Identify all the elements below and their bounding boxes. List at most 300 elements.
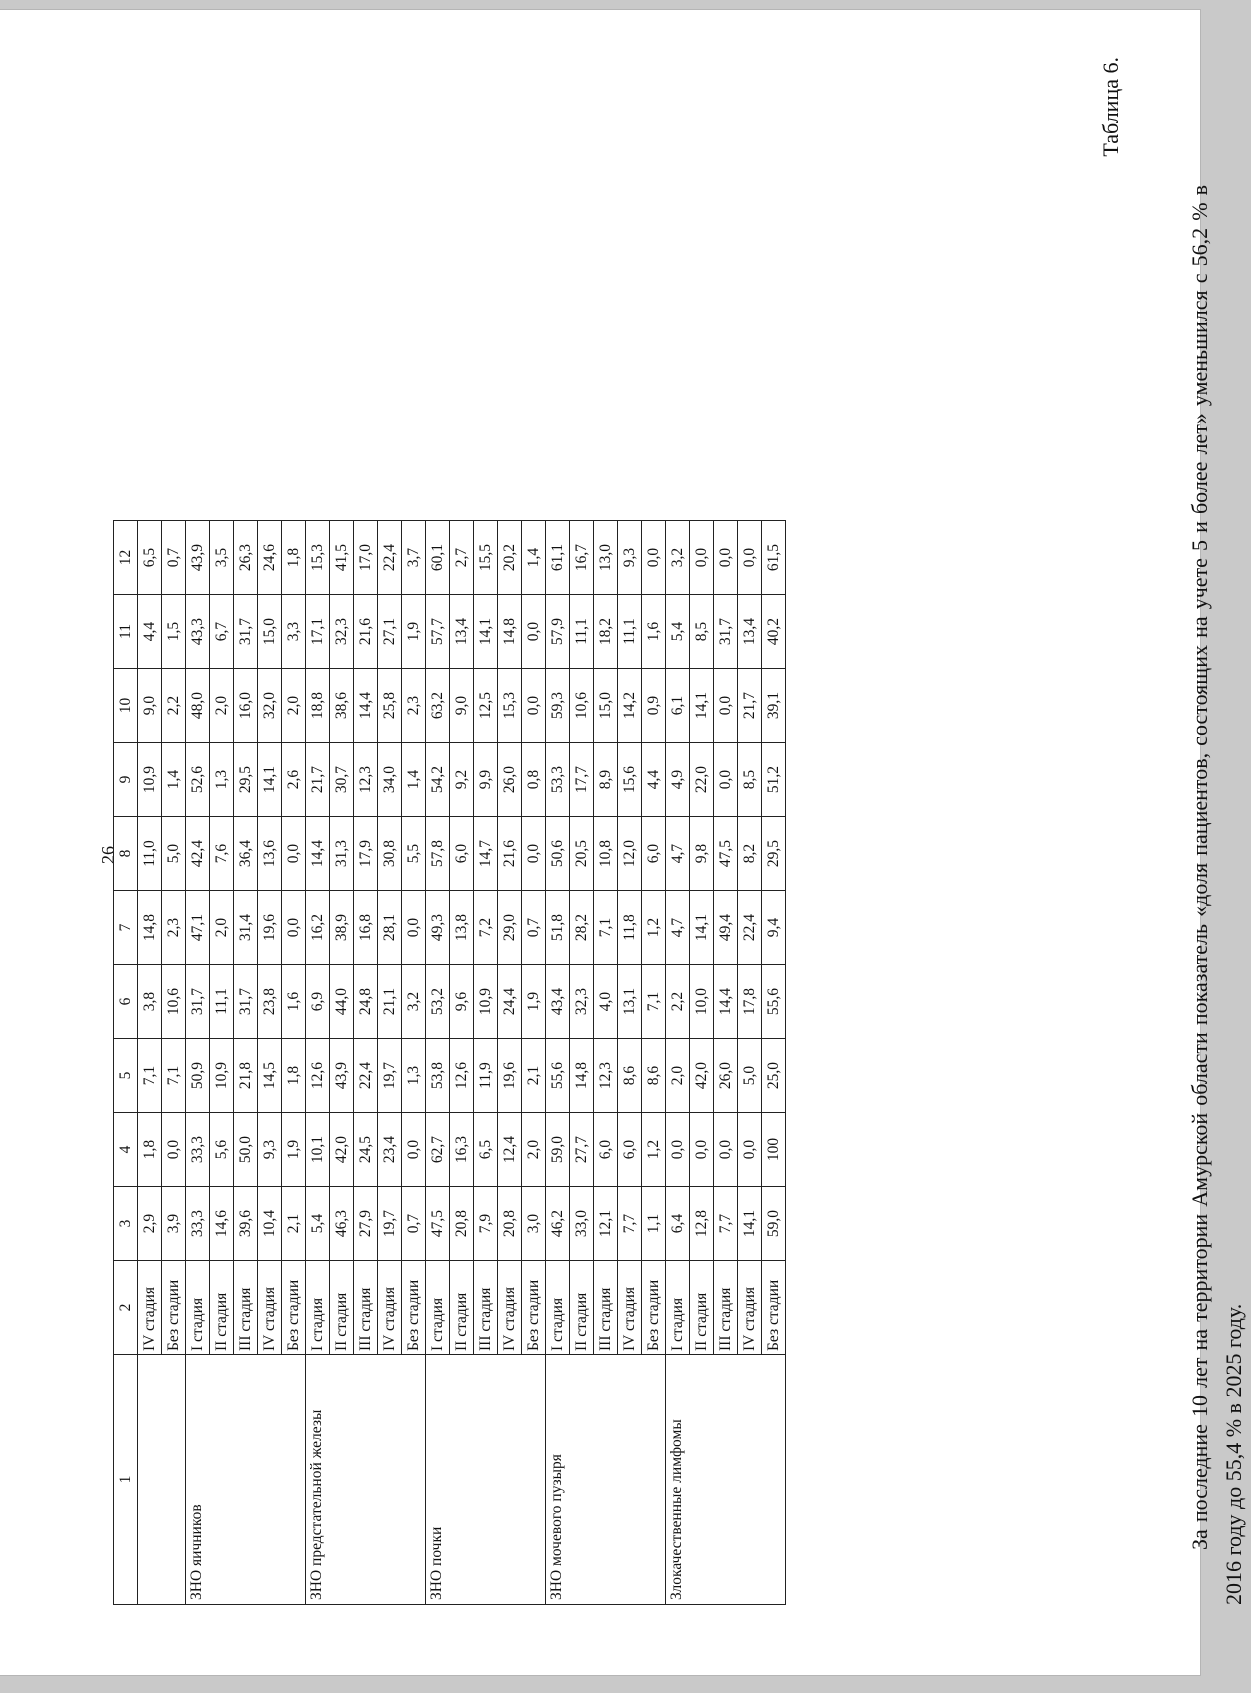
value-cell: 19,7 (378, 1039, 402, 1113)
value-cell: 11,9 (474, 1039, 498, 1113)
value-cell: 1,1 (642, 1187, 666, 1261)
value-cell: 21,7 (306, 743, 330, 817)
summary-paragraph: За последние 10 лет на территории Амурской области показатель «доля пациентов, состоящих на учете 5 и более лет» уменьшился с 56,2 % в 2016 году до 55,4 % в 2025 году. (1187, 185, 1246, 1605)
value-cell: 46,2 (546, 1187, 570, 1261)
value-cell: 12,3 (354, 743, 378, 817)
stage-cell: Без стадии (642, 1261, 666, 1355)
value-cell: 43,3 (186, 595, 210, 669)
header-cell: 7 (114, 891, 138, 965)
value-cell: 9,9 (474, 743, 498, 817)
value-cell: 11,1 (210, 965, 234, 1039)
value-cell: 21,1 (378, 965, 402, 1039)
value-cell: 42,0 (330, 1113, 354, 1187)
value-cell: 14,8 (138, 891, 162, 965)
stage-cell: II стадия (330, 1261, 354, 1355)
value-cell: 6,5 (138, 521, 162, 595)
value-cell: 3,0 (522, 1187, 546, 1261)
value-cell: 39,6 (234, 1187, 258, 1261)
value-cell: 49,3 (426, 891, 450, 965)
value-cell: 30,7 (330, 743, 354, 817)
value-cell: 31,4 (234, 891, 258, 965)
stage-cell: III стадия (714, 1261, 738, 1355)
value-cell: 13,0 (594, 521, 618, 595)
value-cell: 0,0 (690, 521, 714, 595)
header-cell: 5 (114, 1039, 138, 1113)
value-cell: 2,0 (210, 891, 234, 965)
value-cell: 5,6 (210, 1113, 234, 1187)
value-cell: 9,0 (450, 669, 474, 743)
value-cell: 9,6 (450, 965, 474, 1039)
header-row (114, 521, 138, 1605)
value-cell: 23,8 (258, 965, 282, 1039)
value-cell: 15,0 (258, 595, 282, 669)
value-cell: 32,3 (330, 595, 354, 669)
value-cell: 26,0 (498, 743, 522, 817)
value-cell: 26,3 (234, 521, 258, 595)
value-cell: 32,0 (258, 669, 282, 743)
value-cell: 63,2 (426, 669, 450, 743)
value-cell: 0,7 (522, 891, 546, 965)
value-cell: 38,6 (330, 669, 354, 743)
value-cell: 17,1 (306, 595, 330, 669)
value-cell: 7,7 (714, 1187, 738, 1261)
value-cell: 1,8 (138, 1113, 162, 1187)
value-cell: 18,8 (306, 669, 330, 743)
value-cell: 0,0 (282, 891, 306, 965)
value-cell: 59,0 (546, 1113, 570, 1187)
value-cell: 8,5 (690, 595, 714, 669)
value-cell: 22,4 (738, 891, 762, 965)
header-cell: 9 (114, 743, 138, 817)
value-cell: 3,8 (138, 965, 162, 1039)
value-cell: 46,3 (330, 1187, 354, 1261)
stage-cell: I стадия (666, 1261, 690, 1355)
header-cell: 10 (114, 669, 138, 743)
stage-cell: Без стадии (162, 1261, 186, 1355)
value-cell: 10,8 (594, 817, 618, 891)
value-cell: 9,0 (138, 669, 162, 743)
value-cell: 59,3 (546, 669, 570, 743)
value-cell: 27,1 (378, 595, 402, 669)
value-cell: 31,7 (234, 595, 258, 669)
value-cell: 29,0 (498, 891, 522, 965)
table-caption: Таблица 6. (1098, 57, 1123, 157)
value-cell: 3,5 (210, 521, 234, 595)
value-cell: 1,4 (402, 743, 426, 817)
value-cell: 2,9 (138, 1187, 162, 1261)
value-cell: 7,1 (594, 891, 618, 965)
stage-cell: IV стадия (138, 1261, 162, 1355)
value-cell: 40,2 (762, 595, 786, 669)
value-cell: 6,1 (666, 669, 690, 743)
stage-cell: IV стадия (258, 1261, 282, 1355)
value-cell: 12,1 (594, 1187, 618, 1261)
stage-cell: Без стадии (402, 1261, 426, 1355)
value-cell: 17,0 (354, 521, 378, 595)
value-cell: 17,9 (354, 817, 378, 891)
value-cell: 27,7 (570, 1113, 594, 1187)
value-cell: 2,1 (522, 1039, 546, 1113)
value-cell: 2,0 (666, 1039, 690, 1113)
value-cell: 17,7 (570, 743, 594, 817)
value-cell: 31,7 (714, 595, 738, 669)
value-cell: 12,6 (450, 1039, 474, 1113)
value-cell: 14,4 (714, 965, 738, 1039)
value-cell: 6,4 (666, 1187, 690, 1261)
value-cell: 13,1 (618, 965, 642, 1039)
value-cell: 53,8 (426, 1039, 450, 1113)
value-cell: 6,7 (210, 595, 234, 669)
value-cell: 20,8 (498, 1187, 522, 1261)
table-row (306, 521, 330, 1605)
value-cell: 47,5 (714, 817, 738, 891)
value-cell: 14,1 (258, 743, 282, 817)
stage-cell: II стадия (450, 1261, 474, 1355)
value-cell: 57,7 (426, 595, 450, 669)
value-cell: 8,6 (642, 1039, 666, 1113)
value-cell: 6,0 (642, 817, 666, 891)
value-cell: 0,0 (714, 1113, 738, 1187)
value-cell: 0,0 (666, 1113, 690, 1187)
value-cell: 14,1 (690, 669, 714, 743)
value-cell: 21,6 (498, 817, 522, 891)
value-cell: 8,9 (594, 743, 618, 817)
value-cell: 0,0 (714, 669, 738, 743)
value-cell: 0,0 (738, 521, 762, 595)
value-cell: 1,3 (402, 1039, 426, 1113)
stage-cell: I стадия (306, 1261, 330, 1355)
value-cell: 15,6 (618, 743, 642, 817)
value-cell: 59,0 (762, 1187, 786, 1261)
value-cell: 50,9 (186, 1039, 210, 1113)
header-cell: 1 (114, 1355, 138, 1605)
value-cell: 32,3 (570, 965, 594, 1039)
value-cell: 55,6 (546, 1039, 570, 1113)
value-cell: 31,3 (330, 817, 354, 891)
stage-cell: III стадия (234, 1261, 258, 1355)
group-name-cell: ЗНО предстательной железы (306, 1355, 426, 1605)
value-cell: 10,0 (690, 965, 714, 1039)
value-cell: 9,4 (762, 891, 786, 965)
value-cell: 1,4 (522, 521, 546, 595)
stage-cell: II стадия (570, 1261, 594, 1355)
value-cell: 61,1 (546, 521, 570, 595)
value-cell: 11,0 (138, 817, 162, 891)
value-cell: 1,2 (642, 1113, 666, 1187)
value-cell: 9,3 (618, 521, 642, 595)
value-cell: 6,0 (594, 1113, 618, 1187)
value-cell: 2,6 (282, 743, 306, 817)
value-cell: 47,1 (186, 891, 210, 965)
value-cell: 6,9 (306, 965, 330, 1039)
value-cell: 14,7 (474, 817, 498, 891)
value-cell: 21,6 (354, 595, 378, 669)
value-cell: 12,5 (474, 669, 498, 743)
value-cell: 4,9 (666, 743, 690, 817)
value-cell: 33,3 (186, 1187, 210, 1261)
value-cell: 38,9 (330, 891, 354, 965)
value-cell: 49,4 (714, 891, 738, 965)
value-cell: 0,0 (522, 669, 546, 743)
group-name-cell (138, 1355, 186, 1605)
value-cell: 15,0 (594, 669, 618, 743)
value-cell: 7,1 (162, 1039, 186, 1113)
header-cell: 2 (114, 1261, 138, 1355)
value-cell: 20,5 (570, 817, 594, 891)
stage-cell: III стадия (594, 1261, 618, 1355)
value-cell: 24,8 (354, 965, 378, 1039)
value-cell: 12,8 (690, 1187, 714, 1261)
value-cell: 15,5 (474, 521, 498, 595)
value-cell: 10,9 (474, 965, 498, 1039)
stage-cell: I стадия (546, 1261, 570, 1355)
stage-cell: IV стадия (498, 1261, 522, 1355)
value-cell: 33,3 (186, 1113, 210, 1187)
header-cell: 12 (114, 521, 138, 595)
value-cell: 31,7 (234, 965, 258, 1039)
value-cell: 7,7 (618, 1187, 642, 1261)
table-row (138, 521, 162, 1605)
value-cell: 25,8 (378, 669, 402, 743)
value-cell: 14,5 (258, 1039, 282, 1113)
header-cell: 8 (114, 817, 138, 891)
value-cell: 1,6 (642, 595, 666, 669)
value-cell: 5,5 (402, 817, 426, 891)
value-cell: 24,4 (498, 965, 522, 1039)
page-number: 26 (98, 846, 118, 864)
value-cell: 0,9 (642, 669, 666, 743)
value-cell: 1,3 (210, 743, 234, 817)
value-cell: 47,5 (426, 1187, 450, 1261)
value-cell: 52,6 (186, 743, 210, 817)
stage-cell: Без стадии (282, 1261, 306, 1355)
value-cell: 0,7 (162, 521, 186, 595)
value-cell: 0,0 (162, 1113, 186, 1187)
value-cell: 14,4 (354, 669, 378, 743)
value-cell: 22,4 (354, 1039, 378, 1113)
value-cell: 15,3 (498, 669, 522, 743)
value-cell: 1,2 (642, 891, 666, 965)
value-cell: 13,4 (738, 595, 762, 669)
value-cell: 51,8 (546, 891, 570, 965)
value-cell: 100 (762, 1113, 786, 1187)
value-cell: 31,7 (186, 965, 210, 1039)
value-cell: 50,0 (234, 1113, 258, 1187)
table-row (186, 521, 210, 1605)
value-cell: 3,3 (282, 595, 306, 669)
group-name-cell: ЗНО мочевого пузыря (546, 1355, 666, 1605)
value-cell: 9,2 (450, 743, 474, 817)
value-cell: 0,0 (522, 817, 546, 891)
value-cell: 1,5 (162, 595, 186, 669)
stage-cell: I стадия (426, 1261, 450, 1355)
value-cell: 5,4 (666, 595, 690, 669)
stage-cell: IV стадия (618, 1261, 642, 1355)
value-cell: 2,7 (450, 521, 474, 595)
value-cell: 23,4 (378, 1113, 402, 1187)
value-cell: 39,1 (762, 669, 786, 743)
value-cell: 14,1 (474, 595, 498, 669)
stage-cell: III стадия (474, 1261, 498, 1355)
value-cell: 2,0 (210, 669, 234, 743)
value-cell: 0,0 (402, 1113, 426, 1187)
group-name-cell: Злокачественные лимфомы (666, 1355, 786, 1605)
value-cell: 43,9 (330, 1039, 354, 1113)
value-cell: 16,3 (450, 1113, 474, 1187)
value-cell: 57,8 (426, 817, 450, 891)
value-cell: 19,6 (498, 1039, 522, 1113)
table-row (426, 521, 450, 1605)
value-cell: 43,9 (186, 521, 210, 595)
value-cell: 4,7 (666, 817, 690, 891)
value-cell: 14,4 (306, 817, 330, 891)
value-cell: 8,2 (738, 817, 762, 891)
document-page (0, 10, 1246, 1675)
table-body (114, 521, 786, 1605)
stage-cell: Без стадии (762, 1261, 786, 1355)
value-cell: 1,8 (282, 521, 306, 595)
value-cell: 33,0 (570, 1187, 594, 1261)
value-cell: 30,8 (378, 817, 402, 891)
value-cell: 9,3 (258, 1113, 282, 1187)
value-cell: 11,8 (618, 891, 642, 965)
value-cell: 12,4 (498, 1113, 522, 1187)
value-cell: 9,8 (690, 817, 714, 891)
value-cell: 11,1 (570, 595, 594, 669)
value-cell: 60,1 (426, 521, 450, 595)
value-cell: 5,4 (306, 1187, 330, 1261)
value-cell: 21,7 (738, 669, 762, 743)
value-cell: 3,2 (666, 521, 690, 595)
value-cell: 13,4 (450, 595, 474, 669)
value-cell: 4,4 (642, 743, 666, 817)
stage-cell: IV стадия (378, 1261, 402, 1355)
value-cell: 14,2 (618, 669, 642, 743)
value-cell: 29,5 (762, 817, 786, 891)
header-cell: 4 (114, 1113, 138, 1187)
value-cell: 4,0 (594, 965, 618, 1039)
value-cell: 10,1 (306, 1113, 330, 1187)
value-cell: 2,2 (666, 965, 690, 1039)
stage-distribution-table (113, 520, 786, 1605)
value-cell: 1,6 (282, 965, 306, 1039)
value-cell: 0,0 (522, 595, 546, 669)
value-cell: 41,5 (330, 521, 354, 595)
value-cell: 14,6 (210, 1187, 234, 1261)
value-cell: 16,7 (570, 521, 594, 595)
value-cell: 16,8 (354, 891, 378, 965)
value-cell: 61,5 (762, 521, 786, 595)
value-cell: 4,4 (138, 595, 162, 669)
value-cell: 7,1 (138, 1039, 162, 1113)
value-cell: 50,6 (546, 817, 570, 891)
value-cell: 42,4 (186, 817, 210, 891)
value-cell: 19,6 (258, 891, 282, 965)
value-cell: 19,7 (378, 1187, 402, 1261)
value-cell: 1,9 (522, 965, 546, 1039)
value-cell: 21,8 (234, 1039, 258, 1113)
value-cell: 2,1 (282, 1187, 306, 1261)
value-cell: 0,0 (282, 817, 306, 891)
value-cell: 14,1 (690, 891, 714, 965)
group-name-cell: ЗНО почки (426, 1355, 546, 1605)
value-cell: 51,2 (762, 743, 786, 817)
value-cell: 5,0 (162, 817, 186, 891)
value-cell: 12,3 (594, 1039, 618, 1113)
stage-cell: III стадия (354, 1261, 378, 1355)
value-cell: 20,2 (498, 521, 522, 595)
value-cell: 10,6 (570, 669, 594, 743)
value-cell: 15,3 (306, 521, 330, 595)
value-cell: 3,2 (402, 965, 426, 1039)
value-cell: 6,0 (618, 1113, 642, 1187)
value-cell: 14,1 (738, 1187, 762, 1261)
group-name-cell: ЗНО яичников (186, 1355, 306, 1605)
table-row (666, 521, 690, 1605)
value-cell: 42,0 (690, 1039, 714, 1113)
value-cell: 36,4 (234, 817, 258, 891)
value-cell: 0,0 (738, 1113, 762, 1187)
value-cell: 22,4 (378, 521, 402, 595)
value-cell: 62,7 (426, 1113, 450, 1187)
value-cell: 28,1 (378, 891, 402, 965)
header-cell: 3 (114, 1187, 138, 1261)
value-cell: 55,6 (762, 965, 786, 1039)
stage-cell: IV стадия (738, 1261, 762, 1355)
value-cell: 7,2 (474, 891, 498, 965)
value-cell: 3,7 (402, 521, 426, 595)
value-cell: 5,0 (738, 1039, 762, 1113)
value-cell: 0,7 (402, 1187, 426, 1261)
value-cell: 1,9 (402, 595, 426, 669)
value-cell: 1,8 (282, 1039, 306, 1113)
value-cell: 43,4 (546, 965, 570, 1039)
value-cell: 10,6 (162, 965, 186, 1039)
value-cell: 4,7 (666, 891, 690, 965)
value-cell: 0,0 (714, 743, 738, 817)
value-cell: 48,0 (186, 669, 210, 743)
value-cell: 8,6 (618, 1039, 642, 1113)
value-cell: 24,5 (354, 1113, 378, 1187)
value-cell: 10,9 (138, 743, 162, 817)
value-cell: 53,3 (546, 743, 570, 817)
value-cell: 0,0 (690, 1113, 714, 1187)
value-cell: 8,5 (738, 743, 762, 817)
value-cell: 6,0 (450, 817, 474, 891)
value-cell: 10,4 (258, 1187, 282, 1261)
value-cell: 25,0 (762, 1039, 786, 1113)
value-cell: 17,8 (738, 965, 762, 1039)
value-cell: 7,9 (474, 1187, 498, 1261)
value-cell: 1,4 (162, 743, 186, 817)
value-cell: 44,0 (330, 965, 354, 1039)
value-cell: 54,2 (426, 743, 450, 817)
value-cell: 7,6 (210, 817, 234, 891)
value-cell: 7,1 (642, 965, 666, 1039)
value-cell: 26,0 (714, 1039, 738, 1113)
value-cell: 0,0 (642, 521, 666, 595)
value-cell: 16,2 (306, 891, 330, 965)
value-cell: 0,0 (714, 521, 738, 595)
value-cell: 57,9 (546, 595, 570, 669)
stage-cell: Без стадии (522, 1261, 546, 1355)
value-cell: 24,6 (258, 521, 282, 595)
value-cell: 13,6 (258, 817, 282, 891)
value-cell: 53,2 (426, 965, 450, 1039)
value-cell: 20,8 (450, 1187, 474, 1261)
value-cell: 14,8 (498, 595, 522, 669)
value-cell: 0,8 (522, 743, 546, 817)
